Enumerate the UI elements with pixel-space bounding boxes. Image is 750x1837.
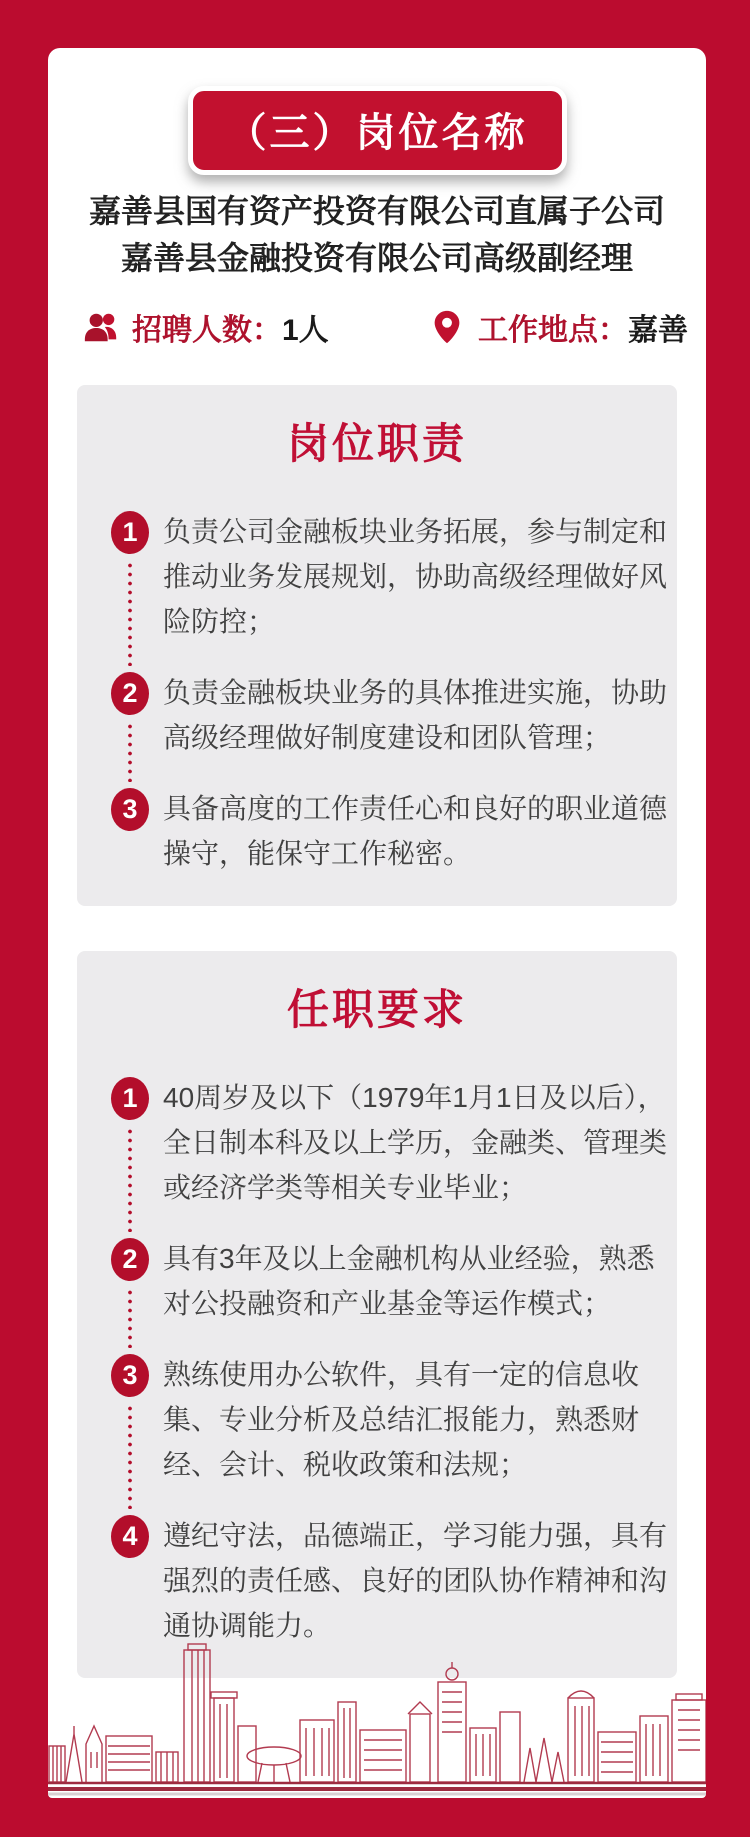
badge-container [48, 86, 706, 175]
item-text: 具备高度的工作责任心和良好的职业道德操守，能保守工作秘密。 [163, 793, 668, 869]
location-pin-icon [428, 308, 466, 346]
section-requirements [77, 951, 677, 1678]
city-skyline-illustration [48, 1640, 706, 1798]
item-number-column [77, 670, 163, 760]
location-value: 嘉善 [628, 314, 688, 347]
item-text: 熟练使用办公软件，具有一定的信息收集、专业分析及总结汇报能力，熟悉财经、会计、税收政策和法规； [163, 1359, 640, 1480]
number-badge: 1 [111, 511, 149, 554]
item-text: 负责金融板块业务的具体推进实施，协助高级经理做好制度建设和团队管理； [163, 677, 668, 753]
headcount-value: 1人 [282, 314, 329, 347]
number-badge: 3 [111, 788, 149, 831]
number-badge: 4 [111, 1515, 149, 1558]
item-number-column [77, 509, 163, 644]
people-icon [82, 308, 120, 346]
item-number-column [77, 1513, 163, 1648]
requirements-list [77, 1075, 677, 1648]
section-badge: （三）岗位名称 [188, 86, 567, 175]
location-info [428, 305, 688, 349]
list-item [77, 1352, 671, 1487]
item-number-column [77, 1236, 163, 1326]
list-item [77, 786, 671, 876]
company-line-1: 嘉善县国有资产投资有限公司直属子公司 [88, 193, 665, 229]
location-label: 工作地点： [478, 314, 628, 347]
list-item [77, 1075, 671, 1210]
item-text: 遵纪守法，品德端正，学习能力强，具有强烈的责任感、良好的团队协作精神和沟通协调能力。 [163, 1520, 668, 1641]
responsibilities-list [77, 509, 677, 876]
section-title: 任职要求 [286, 986, 467, 1033]
item-text: 具有3年及以上金融机构从业经验，熟悉对公投融资和产业基金等运作模式； [163, 1243, 655, 1319]
info-row [82, 305, 688, 349]
number-badge: 1 [111, 1077, 149, 1120]
number-badge: 2 [111, 1238, 149, 1281]
list-item [77, 509, 671, 644]
item-text: 负责公司金融板块业务拓展，参与制定和推动业务发展规划，协助高级经理做好风险防控； [163, 516, 668, 637]
section-responsibilities [77, 385, 677, 906]
item-number-column [77, 1352, 163, 1487]
item-number-column [77, 786, 163, 876]
headcount-label: 招聘人数： [132, 314, 282, 347]
content-card [48, 48, 706, 1798]
number-badge: 3 [111, 1354, 149, 1397]
list-item [77, 1236, 671, 1326]
list-item [77, 1513, 671, 1648]
item-text: 40周岁及以下（1979年1月1日及以后），全日制本科及以上学历，金融类、管理类或经济学类等相关专业毕业； [163, 1082, 668, 1203]
company-title [48, 188, 706, 282]
number-badge: 2 [111, 672, 149, 715]
section-title: 岗位职责 [286, 420, 467, 467]
headcount-info [82, 305, 329, 349]
item-number-column [77, 1075, 163, 1210]
company-line-2: 嘉善县金融投资有限公司高级副经理 [120, 240, 633, 276]
list-item [77, 670, 671, 760]
